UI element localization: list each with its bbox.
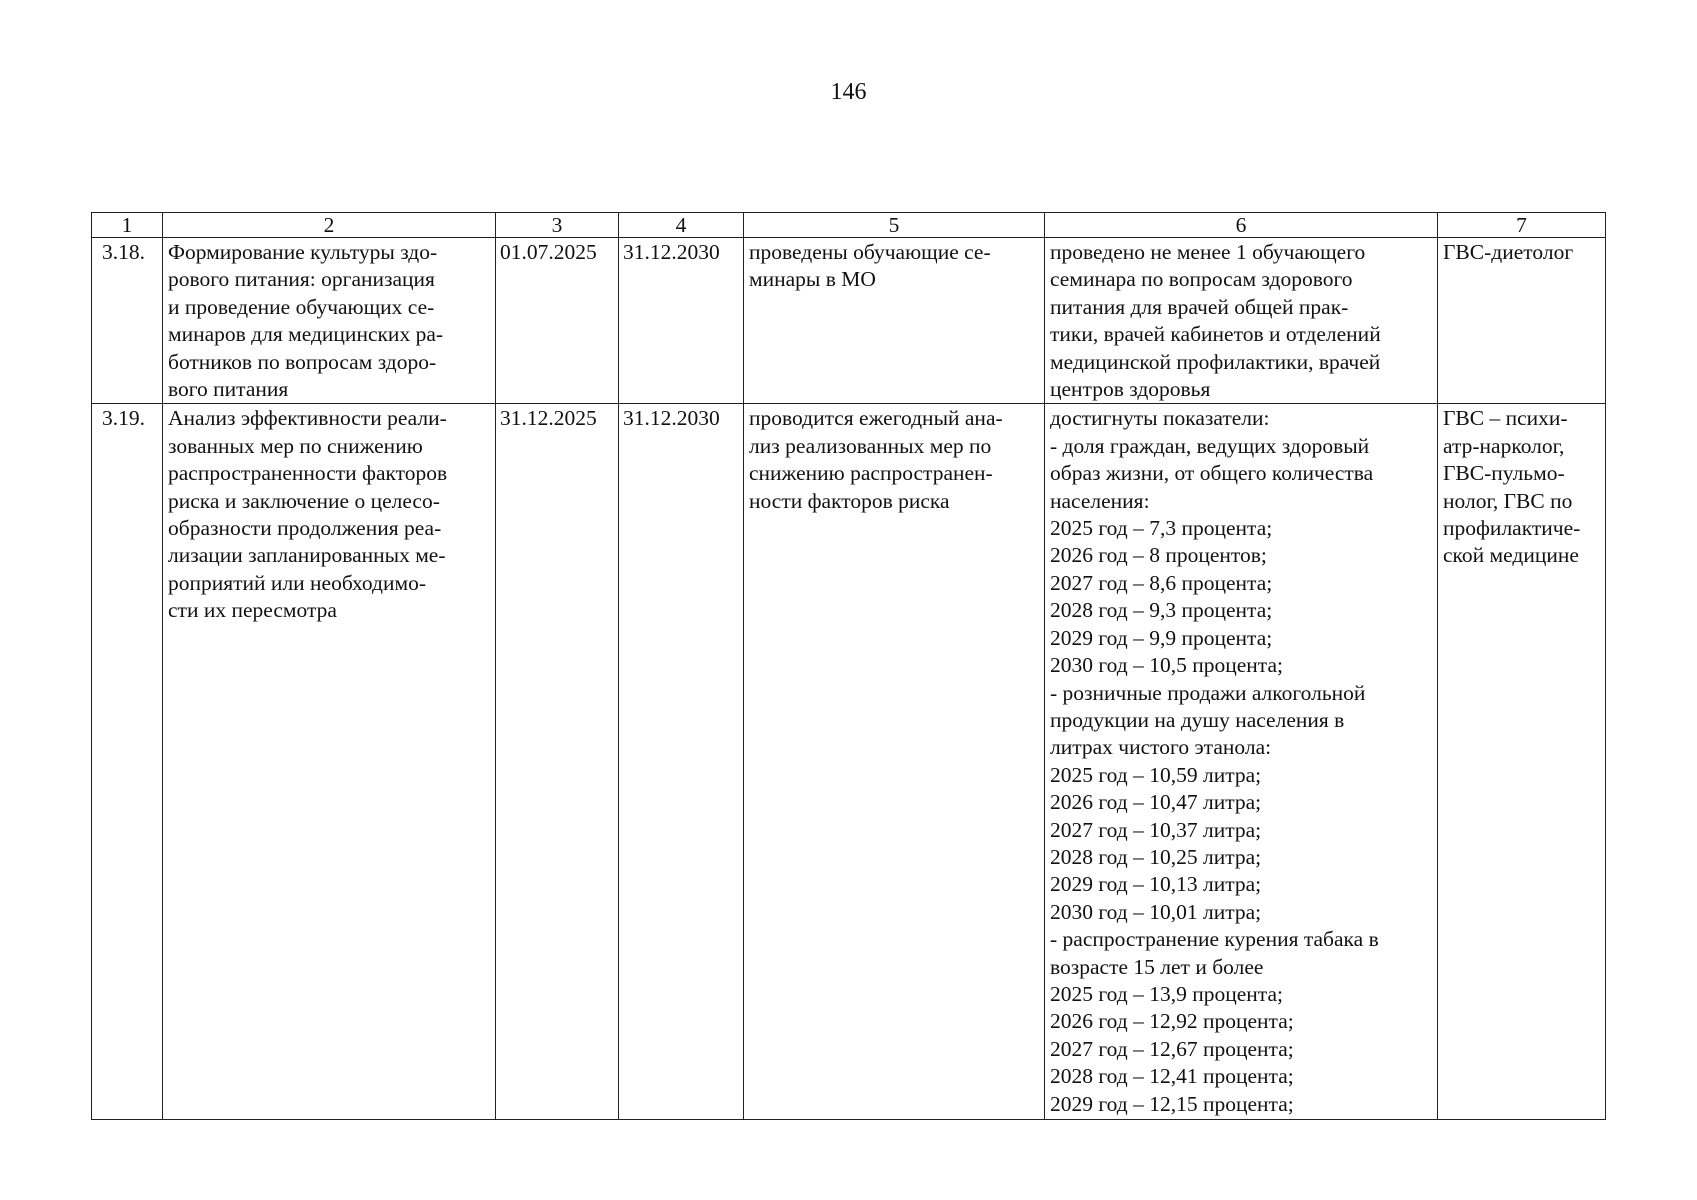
text-line: 2029 год – 9,9 процента;: [1050, 625, 1273, 650]
item-number: 3.18.: [92, 238, 163, 404]
text-line: 2030 год – 10,01 литра;: [1050, 899, 1262, 924]
text-line: ГВС-пульмо-: [1443, 461, 1565, 486]
result-cell: [744, 404, 1045, 1120]
text-line: - розничные продажи алкогольной: [1050, 680, 1366, 705]
text-line: 2026 год – 10,47 литра;: [1050, 790, 1262, 815]
text-line: ской медицине: [1443, 543, 1579, 568]
text-line: центров здоровья: [1050, 377, 1211, 402]
text-line: нолог, ГВС по: [1443, 488, 1573, 513]
text-line: роприятий или необходимо-: [168, 570, 426, 595]
text-line: 2029 год – 10,13 литра;: [1050, 872, 1262, 897]
result-cell: [744, 238, 1045, 404]
text-line: 2025 год – 13,9 процента;: [1050, 981, 1283, 1006]
text-line: 2025 год – 10,59 литра;: [1050, 762, 1262, 787]
text-line: ГВС-диетолог: [1443, 240, 1574, 264]
text-line: - распространение курения табака в: [1050, 927, 1379, 952]
indicators-cell: [1045, 404, 1438, 1120]
text-line: проведены обучающие се-: [749, 240, 991, 264]
col-header-7: 7: [1438, 213, 1606, 238]
text-line: 2029 год – 12,15 процента;: [1050, 1091, 1294, 1116]
text-line: продукции на душу населения в: [1050, 707, 1345, 732]
responsible-cell: [1438, 238, 1606, 404]
text-line: образ жизни, от общего количества: [1050, 461, 1374, 486]
text-line: Анализ эффективности реали-: [168, 406, 447, 431]
text-line: 2028 год – 10,25 литра;: [1050, 844, 1262, 869]
text-line: зованных мер по снижению: [168, 433, 423, 458]
text-line: 2025 год – 7,3 процента;: [1050, 516, 1273, 541]
text-line: рового питания: организация: [168, 267, 435, 292]
text-line: ботников по вопросам здоро-: [168, 349, 437, 374]
indicators-cell: [1045, 238, 1438, 404]
text-line: распространенности факторов: [168, 461, 448, 486]
text-line: риска и заключение о целесо-: [168, 488, 440, 513]
text-line: лизации запланированных ме-: [168, 543, 446, 568]
text-line: минаров для медицинских ра-: [168, 322, 444, 347]
text-line: проведено не менее 1 обучающего: [1050, 240, 1366, 264]
text-line: ГВС – психи-: [1443, 406, 1568, 431]
text-line: возрасте 15 лет и более: [1050, 954, 1264, 979]
text-line: тики, врачей кабинетов и отделений: [1050, 322, 1381, 347]
start-date: 01.07.2025: [496, 238, 619, 404]
text-line: профилактиче-: [1443, 516, 1581, 541]
text-line: Формирование культуры здо-: [168, 240, 438, 264]
item-number: 3.19.: [92, 404, 163, 1120]
text-line: минары в МО: [749, 267, 876, 292]
header-row: [92, 213, 1606, 238]
table-row: [92, 404, 1606, 1120]
text-line: снижению распространен-: [749, 461, 993, 486]
table-row: [92, 238, 1606, 404]
text-line: 2028 год – 9,3 процента;: [1050, 598, 1273, 623]
text-line: 2026 год – 12,92 процента;: [1050, 1009, 1294, 1034]
col-header-2: 2: [163, 213, 496, 238]
text-line: атр-нарколог,: [1443, 433, 1565, 458]
text-line: 2030 год – 10,5 процента;: [1050, 653, 1283, 678]
text-line: ности факторов риска: [749, 488, 950, 513]
col-header-1: 1: [92, 213, 163, 238]
text-line: 2028 год – 12,41 процента;: [1050, 1064, 1294, 1089]
text-line: медицинской профилактики, врачей: [1050, 349, 1381, 374]
text-line: вого питания: [168, 377, 289, 402]
page-number: 146: [830, 79, 867, 105]
col-header-5: 5: [744, 213, 1045, 238]
col-header-4: 4: [619, 213, 744, 238]
text-line: питания для врачей общей прак-: [1050, 294, 1349, 319]
text-line: 2027 год – 12,67 процента;: [1050, 1036, 1294, 1061]
text-line: 2026 год – 8 процентов;: [1050, 543, 1267, 568]
event-cell: [163, 404, 496, 1120]
text-line: лиз реализованных мер по: [749, 433, 992, 458]
col-header-6: 6: [1045, 213, 1438, 238]
text-line: проводится ежегодный ана-: [749, 406, 1003, 431]
text-line: населения:: [1050, 488, 1150, 513]
text-line: сти их пересмотра: [168, 598, 337, 623]
end-date: 31.12.2030: [619, 404, 744, 1120]
text-line: 2027 год – 10,37 литра;: [1050, 817, 1262, 842]
text-line: и проведение обучающих се-: [168, 294, 435, 319]
event-cell: [163, 238, 496, 404]
text-line: образности продолжения реа-: [168, 516, 442, 541]
text-line: литрах чистого этанола:: [1050, 735, 1272, 760]
measures-table: [91, 212, 1606, 1120]
text-line: 2027 год – 8,6 процента;: [1050, 570, 1273, 595]
responsible-cell: [1438, 404, 1606, 1120]
start-date: 31.12.2025: [496, 404, 619, 1120]
text-line: достигнуты показатели:: [1050, 406, 1270, 431]
text-line: - доля граждан, ведущих здоровый: [1050, 433, 1370, 458]
text-line: семинара по вопросам здорового: [1050, 267, 1353, 292]
col-header-3: 3: [496, 213, 619, 238]
end-date: 31.12.2030: [619, 238, 744, 404]
